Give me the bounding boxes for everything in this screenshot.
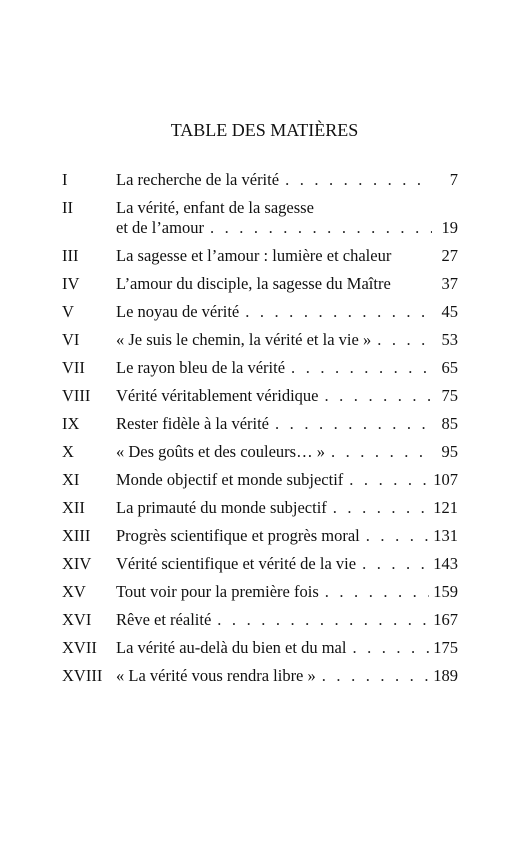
chapter-number: XVI — [62, 610, 92, 629]
page-number: 143 — [433, 554, 458, 573]
dot-leader — [322, 666, 429, 686]
chapter-title: Rêve et réalité — [116, 610, 212, 629]
dot-leader — [325, 386, 433, 406]
chapter-title: Rester fidèle à la vérité — [116, 414, 270, 433]
dot-leader — [217, 610, 429, 630]
chapter-title: Progrès scientifique et progrès moral — [116, 526, 360, 545]
toc-entry — [62, 610, 458, 630]
page-number: 95 — [441, 442, 458, 461]
chapter-title: Monde objectif et monde subjectif — [116, 470, 344, 489]
chapter-title-line2: et de l’amour — [116, 218, 204, 237]
chapter-number: VIII — [62, 386, 91, 405]
page-number: 19 — [441, 218, 458, 237]
chapter-number: II — [62, 198, 73, 217]
page-number: 175 — [433, 638, 458, 657]
page-number: 107 — [433, 470, 458, 489]
chapter-number: V — [62, 302, 74, 321]
toc-entry — [62, 526, 458, 546]
toc-entry — [62, 358, 458, 378]
page-number: 7 — [449, 170, 458, 189]
chapter-number: XVII — [62, 638, 97, 657]
chapter-number: IV — [62, 274, 80, 293]
dot-leader — [352, 638, 429, 658]
dot-leader — [291, 358, 432, 378]
toc-entry — [62, 246, 458, 266]
chapter-number: XIV — [62, 554, 92, 573]
dot-leader — [331, 442, 432, 462]
toc-entry — [62, 170, 458, 190]
dot-leader — [210, 218, 432, 238]
chapter-title: Le rayon bleu de la vérité — [116, 358, 286, 377]
toc-entry — [62, 666, 458, 686]
chapter-number: VII — [62, 358, 85, 377]
page-number: 65 — [441, 358, 458, 377]
chapter-number: XII — [62, 498, 85, 517]
chapter-number: XV — [62, 582, 86, 601]
dot-leader — [349, 470, 429, 490]
toc-entry — [62, 198, 458, 238]
dot-leader — [285, 170, 432, 190]
page-number: 27 — [441, 246, 458, 265]
page-number: 131 — [433, 526, 458, 545]
chapter-title: La primauté du monde subjectif — [116, 498, 327, 517]
toc-entry — [62, 470, 458, 490]
page-number: 75 — [441, 386, 458, 405]
page-number: 121 — [433, 498, 458, 517]
toc-entry — [62, 330, 458, 350]
chapter-number: III — [62, 246, 79, 265]
chapter-title: La vérité au-delà du bien et du mal — [116, 638, 347, 657]
table-of-contents — [62, 170, 458, 694]
chapter-title: Vérité scientifique et vérité de la vie — [116, 554, 357, 573]
toc-entry — [62, 638, 458, 658]
toc-entry — [62, 386, 458, 406]
page-number: 45 — [441, 302, 458, 321]
chapter-title: Le noyau de vérité — [116, 302, 240, 321]
page-number: 159 — [433, 582, 458, 601]
dot-leader — [275, 414, 432, 434]
chapter-number: X — [62, 442, 74, 461]
page-number: 53 — [441, 330, 458, 349]
dot-leader — [377, 330, 432, 350]
dot-leader — [362, 554, 429, 574]
dot-leader — [245, 302, 432, 322]
chapter-number: XVIII — [62, 666, 103, 685]
toc-entry — [62, 274, 458, 294]
chapter-title: « Je suis le chemin, la vérité et la vie » — [116, 330, 372, 349]
dot-leader — [366, 526, 429, 546]
chapter-title-line1: La vérité, enfant de la sagesse — [116, 198, 314, 217]
chapter-title: Vérité véritablement véridique — [116, 386, 319, 405]
chapter-title: La sagesse et l’amour : lumière et chaleur — [116, 246, 392, 265]
dot-leader — [325, 582, 430, 602]
toc-entry — [62, 442, 458, 462]
page-number: 189 — [433, 666, 458, 685]
chapter-number: I — [62, 170, 68, 189]
chapter-title: La recherche de la vérité — [116, 170, 280, 189]
dot-leader — [333, 498, 429, 518]
page-number: 167 — [433, 610, 458, 629]
toc-entry — [62, 498, 458, 518]
page-title: TABLE DES MATIÈRES — [170, 120, 359, 140]
toc-entry — [62, 582, 458, 602]
chapter-title: L’amour du disciple, la sagesse du Maître — [116, 274, 391, 293]
chapter-title: « Des goûts et des couleurs… » — [116, 442, 325, 461]
chapter-title: Tout voir pour la première fois — [116, 582, 319, 601]
toc-entry — [62, 302, 458, 322]
page-number: 85 — [441, 414, 458, 433]
toc-entry — [62, 414, 458, 434]
chapter-number: IX — [62, 414, 80, 433]
chapter-number: VI — [62, 330, 80, 349]
chapter-number: XI — [62, 470, 80, 489]
toc-entry — [62, 554, 458, 574]
page-number: 37 — [441, 274, 458, 293]
chapter-title: « La vérité vous rendra libre » — [116, 666, 316, 685]
chapter-number: XIII — [62, 526, 91, 545]
